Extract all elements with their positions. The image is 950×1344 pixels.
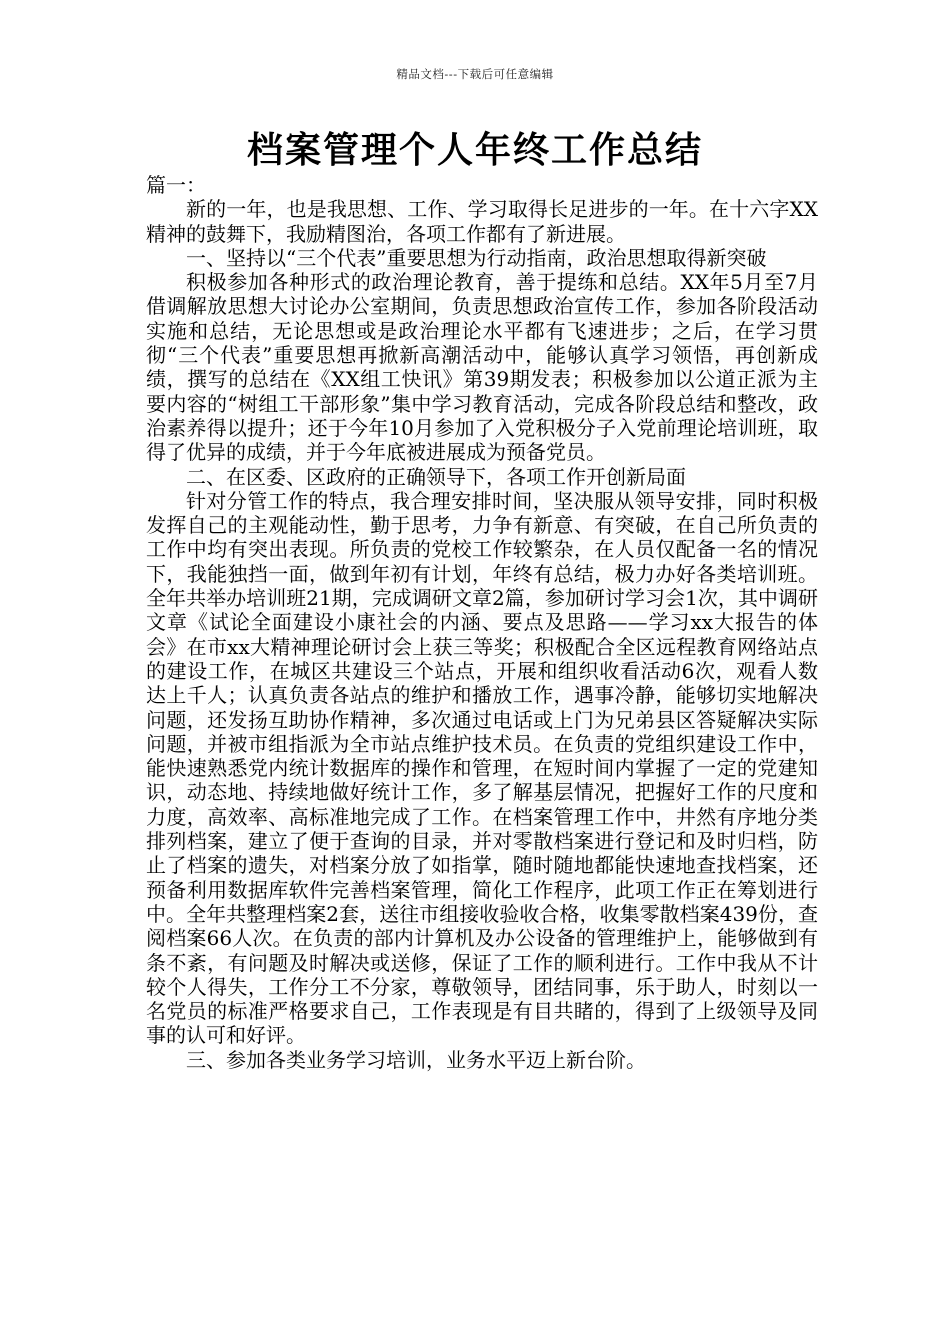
paragraph: 新的一年，也是我思想、工作、学习取得长足进步的一年。在十六字XX精神的鼓舞下，我励精图治，各项工作都有了新进展。 (146, 197, 818, 246)
paragraph: 三、参加各类业务学习培训，业务水平迈上新台阶。 (186, 1047, 646, 1072)
paragraph: 积极参加各种形式的政治理论教育，善于提练和总结。XX年5月至7月借调解放思想大讨论办公室期间，负责思想政治宣传工作，参加各阶段活动实施和总结，无论思想或是政治理论水平都有飞速进步；之后，在学习贯彻“三个代表”重要思想再掀新高潮活动中，能够认真学习领悟，再创新成绩，撰写的总结在《XX组工快讯》第39期发表；积极参加以公道正派为主要内容的“树组工干部形象”集中学习教育活动，完成各阶段总结和整改，政治素养得以提升；还于今年10月参加了入党积极分子入党前理论培训班，取得了优异的成绩，并于今年底被进展成为预备党员。 (146, 270, 818, 465)
paragraph: 篇一： (146, 173, 206, 197)
header-note: 精品文档---下载后可任意编辑 (396, 67, 554, 81)
document-body (146, 173, 818, 1072)
paragraph: 一、坚持以“三个代表”重要思想为行动指南，政治思想取得新突破 (186, 245, 767, 270)
document-title: 档案管理个人年终工作总结 (246, 130, 703, 171)
paragraph: 针对分管工作的特点，我合理安排时间，坚决服从领导安排，同时积极发挥自己的主观能动性，勤于思考，力争有新意、有突破，在自己所负责的工作中均有突出表现。所负责的党校工作较繁杂，在人员仅配备一名的情况下，我能独挡一面，做到年初有计划，年终有总结，极力办好各类培训班。全年共举办培训班21期，完成调研文章2篇，参加研讨学习会1次，其中调研文章《试论全面建设小康社会的内涵、要点及思路——学习xx大报告的体会》在市xx大精神理论研讨会上获三等奖；积极配合全区远程教育网络站点的建设工作，在城区共建设三个站点，开展和组织收看活动6次，观看人数达上千人；认真负责各站点的维护和播放工作，遇事冷静，能够切实地解决问题，还发扬互助协作精神，多次通过电话或上门为兄弟县区答疑解决实际问题，并被市组指派为全市站点维护技术员。在负责的党组织建设工作中，能快速熟悉党内统计数据库的操作和管理，在短时间内掌握了一定的党建知识，动态地、持续地做好统计工作，多了解基层情况，把握好工作的尺度和力度，高效率、高标准地完成了工作。在档案管理工作中，井然有序地分类排列档案，建立了便于查询的目录，并对零散档案进行登记和及时归档，防止了档案的遗失，对档案分放了如指掌，随时随地都能快速地查找档案，还预备利用数据库软件完善档案管理，简化工作程序，此项工作正在筹划进行中。全年共整理档案2套，送往市组接收验收合格，收集零散档案439份，查阅档案66人次。在负责的部内计算机及办公设备的管理维护上，能够做到有条不紊，有问题及时解决或送修，保证了工作的顺利进行。工作中我从不计较个人得失，工作分工不分家，尊敬领导，团结同事，乐于助人，时刻以一名党员的标准严格要求自己，工作表现是有目共睹的，得到了上级领导及同事的认可和好评。 (146, 488, 818, 1048)
paragraph: 二、在区委、区政府的正确领导下，各项工作开创新局面 (186, 464, 686, 489)
